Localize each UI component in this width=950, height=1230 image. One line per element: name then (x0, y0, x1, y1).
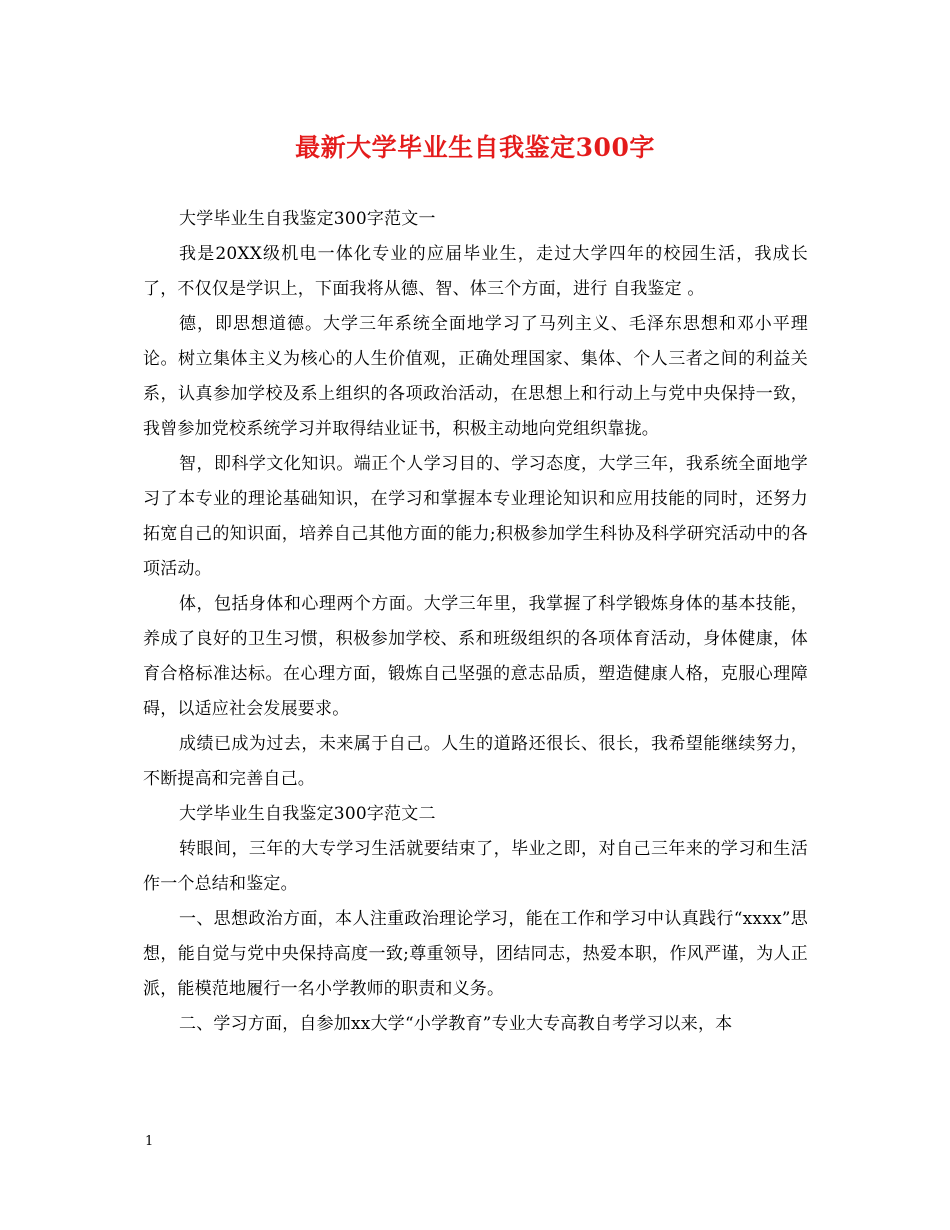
page-number: 1 (145, 1134, 154, 1149)
document-body (143, 202, 808, 1042)
section-heading-sample-one: 大学毕业生自我鉴定300字范文一 (179, 209, 436, 229)
paragraph-conclusion: 成绩已成为过去，未来属于自己。人生的道路还很长、很长，我希望能继续努力，不断提高和完善自己。 (143, 734, 808, 789)
paragraph-political: 一、思想政治方面，本人注重政治理论学习，能在工作和学习中认真践行“xxxx”思想，能自觉与党中央保持高度一致;尊重领导，团结同志，热爱本职，作风严谨，为人正派，能模范地履行一名小学教师的职责和义务。 (143, 909, 808, 999)
paragraph-study: 二、学习方面，自参加xx大学“小学教育”专业大专高教自考学习以来，本 (179, 1014, 733, 1034)
paragraph-knowledge: 智，即科学文化知识。端正个人学习目的、学习态度，大学三年，我系统全面地学习了本专业的理论基础知识，在学习和掌握本专业理论知识和应用技能的同时，还努力拓宽自己的知识面，培养自己其他方面的能力;积极参加学生科协及科学研究活动中的各项活动。 (143, 454, 808, 579)
paragraph-physical: 体，包括身体和心理两个方面。大学三年里，我掌握了科学锻炼身体的基本技能，养成了良好的卫生习惯，积极参加学校、系和班级组织的各项体育活动，身体健康，体育合格标准达标。在心理方面，锻炼自己坚强的意志品质，塑造健康人格，克服心理障碍，以适应社会发展要求。 (143, 594, 808, 719)
paragraph-sample-two-intro: 转眼间，三年的大专学习生活就要结束了，毕业之即，对自己三年来的学习和生活作一个总结和鉴定。 (143, 839, 808, 894)
paragraph-morality: 德，即思想道德。大学三年系统全面地学习了马列主义、毛泽东思想和邓小平理论。树立集体主义为核心的人生价值观，正确处理国家、集体、个人三者之间的利益关系，认真参加学校及系上组织的各项政治活动，在思想上和行动上与党中央保持一致，我曾参加党校系统学习并取得结业证书，积极主动地向党组织靠拢。 (143, 314, 808, 439)
section-heading-sample-two: 大学毕业生自我鉴定300字范文二 (179, 804, 436, 824)
paragraph-introduction: 我是20XX级机电一体化专业的应届毕业生，走过大学四年的校园生活，我成长了，不仅仅是学识上，下面我将从德、智、体三个方面，进行 自我鉴定 。 (143, 244, 808, 299)
document-title: 最新大学毕业生自我鉴定300字 (295, 133, 655, 162)
